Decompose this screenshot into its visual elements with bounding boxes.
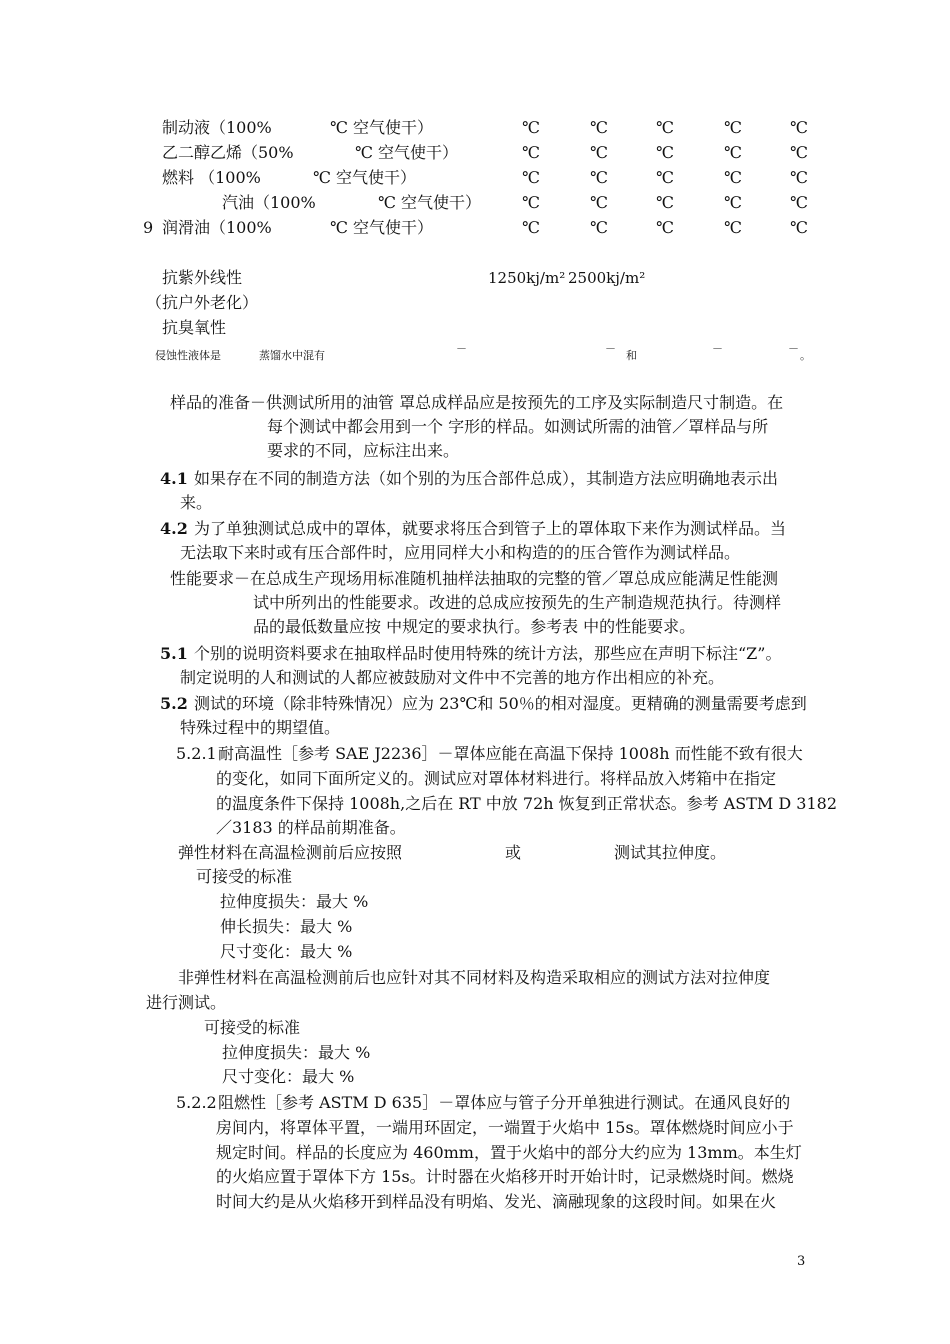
criterion-dimension-change: 尺寸变化：最大 % [222,1067,355,1086]
unit-cell: ℃ [790,193,808,212]
fluid-name: 燃料 （100% [162,168,261,187]
section-5-2-line: 测试的环境（除非特殊情况）应为 23℃和 50％的相对湿度。更精确的测量需要考虑到 [194,694,807,713]
fluid-name: 润滑油（100% [162,218,272,237]
unit-cell: ℃ [590,118,608,137]
uv-value-1: 1250kj/m² [488,269,566,287]
unit-cell: ℃ [790,118,808,137]
acceptance-heading: 可接受的标准 [204,1018,301,1037]
acceptance-heading: 可接受的标准 [196,867,293,886]
unit-cell: ℃ [790,168,808,187]
unit-cell: ℃ [590,218,608,237]
fluid-name: 制动液（100% [162,118,272,137]
unit-cell: ℃ [724,218,742,237]
unit-cell: ℃ [724,143,742,162]
section-number-5-2-1: 5.2.1 [176,744,217,763]
nonelastic-line: 进行测试。 [146,993,227,1012]
prep-line: 每个测试中都会用到一个 字形的样品。如测试所需的油管／罩样品与所 [267,417,769,436]
dash-mark: － [712,342,723,355]
section-number-4-2: 4.2 [160,519,188,538]
elastic-text-c: 测试其拉伸度。 [614,843,727,862]
unit-cell: ℃ [656,193,674,212]
unit-cell: ℃ [522,118,540,137]
table-row [0,218,950,242]
period-mark: 。 [800,349,811,362]
section-4-1-line: 如果存在不同的制造方法（如个别的为压合部件总成），其制造方法应明确地表示出 [194,469,779,488]
section-5-2-2-line: 时间大约是从火焰移开到样品没有明焰、发光、滴融现象的这段时间。如果在火 [216,1192,777,1211]
section-5-2-2-line: 阻燃性［参考 ASTM D 635］－罩体应与管子分开单独进行测试。在通风良好的 [218,1093,791,1112]
dash-mark: － [605,342,616,355]
page-number: 3 [797,1254,806,1269]
elastic-text-a: 弹性材料在高温检测前后应按照 [178,843,403,862]
section-5-1-line: 制定说明的人和测试的人都应被鼓励对文件中不完善的地方作出相应的补充。 [180,668,725,687]
perf-line: 品的最低数量应按 中规定的要求执行。参考表 中的性能要求。 [253,617,696,636]
unit-cell: ℃ [590,193,608,212]
dash-mark: － [788,342,799,355]
perf-line: 试中所列出的性能要求。改进的总成应按预先的生产制造规范执行。待测样 [253,593,782,612]
criterion-dimension-change: 尺寸变化：最大 % [220,942,353,961]
unit-cell: ℃ [724,168,742,187]
unit-cell: ℃ [724,193,742,212]
fluid-condition: ℃ 空气使干） [378,193,481,212]
ozone-label: 抗臭氧性 [162,318,227,337]
table-row [0,118,950,142]
fluid-name: 汽油（100% [222,193,316,212]
elastic-text-b: 或 [505,843,522,862]
unit-cell: ℃ [790,143,808,162]
unit-cell: ℃ [656,143,674,162]
table-row [0,193,950,217]
unit-cell: ℃ [522,143,540,162]
unit-cell: ℃ [656,218,674,237]
section-5-2-1-line: 耐高温性［参考 SAE J2236］－罩体应能在高温下保持 1008h 而性能不致有很大 [218,744,803,763]
criterion-elongation-loss: 伸长损失：最大 % [220,917,353,936]
section-5-2-line: 特殊过程中的期望值。 [180,718,341,737]
fluid-name: 乙二醇乙烯（50% [162,143,294,162]
prep-line: 样品的准备－供测试所用的油管 罩总成样品应是按预先的工序及实际制造尺寸制造。在 [170,393,784,412]
criterion-tensile-loss: 拉伸度损失：最大 % [222,1043,371,1062]
unit-cell: ℃ [522,193,540,212]
section-5-2-2-line: 规定时间。样品的长度应为 460mm，置于火焰中的部分大约应为 13mm。本生灯 [216,1143,802,1162]
uv-value-2: 2500kj/m² [568,269,646,287]
unit-cell: ℃ [656,118,674,137]
section-number-5-2: 5.2 [160,694,188,713]
unit-cell: ℃ [724,118,742,137]
section-number-5-2-2: 5.2.2 [176,1093,217,1112]
unit-cell: ℃ [522,168,540,187]
fluid-condition: ℃ 空气使干） [313,168,416,187]
section-4-1-line: 来。 [180,493,213,512]
dash-mark: － [456,342,467,355]
section-5-2-1-line: 的温度条件下保持 1008h,之后在 RT 中放 72h 恢复到正常状态。参考 ASTM D 3182 [216,794,838,813]
uv-label: 抗紫外线性 [162,268,243,287]
table-row [0,143,950,167]
unit-cell: ℃ [590,168,608,187]
section-number-5-1: 5.1 [160,644,188,663]
and-label: 和 [626,349,637,362]
corrosive-label: 侵蚀性液体是 [155,349,221,362]
nonelastic-line: 非弹性材料在高温检测前后也应针对其不同材料及构造采取相应的测试方法对拉伸度 [178,968,771,987]
section-5-1-line: 个别的说明资料要求在抽取样品时使用特殊的统计方法，那些应在声明下标注“Z”。 [194,644,782,663]
section-5-2-2-line: 房间内，将罩体平置，一端用环固定，一端置于火焰中 15s。罩体燃烧时间应小于 [216,1118,794,1137]
distilled-label: 蒸馏水中混有 [259,349,325,362]
section-4-2-line: 无法取下来时或有压合部件时，应用同样大小和构造的的压合管作为测试样品。 [180,543,741,562]
unit-cell: ℃ [656,168,674,187]
fluid-condition: ℃ 空气使干） [355,143,458,162]
row-number: 9 [143,218,154,237]
criterion-tensile-loss: 拉伸度损失：最大 % [220,892,369,911]
section-5-2-1-line: ／3183 的样品前期准备。 [216,818,406,837]
section-4-2-line: 为了单独测试总成中的罩体，就要求将压合到管子上的罩体取下来作为测试样品。当 [194,519,787,538]
unit-cell: ℃ [790,218,808,237]
fluid-condition: ℃ 空气使干） [330,118,433,137]
section-5-2-1-line: 的变化，如同下面所定义的。测试应对罩体材料进行。将样品放入烤箱中在指定 [216,769,777,788]
section-5-2-2-line: 的火焰应置于罩体下方 15s。计时器在火焰移开时开始计时，记录燃烧时间。燃烧 [216,1167,794,1186]
perf-line: 性能要求－在总成生产现场用标准随机抽样法抽取的完整的管／罩总成应能满足性能测 [170,569,779,588]
unit-cell: ℃ [522,218,540,237]
unit-cell: ℃ [590,143,608,162]
fluid-condition: ℃ 空气使干） [330,218,433,237]
prep-line: 要求的不同，应标注出来。 [267,441,460,460]
section-number-4-1: 4.1 [160,469,188,488]
uv-sublabel: （抗户外老化） [146,293,259,312]
table-row [0,168,950,192]
